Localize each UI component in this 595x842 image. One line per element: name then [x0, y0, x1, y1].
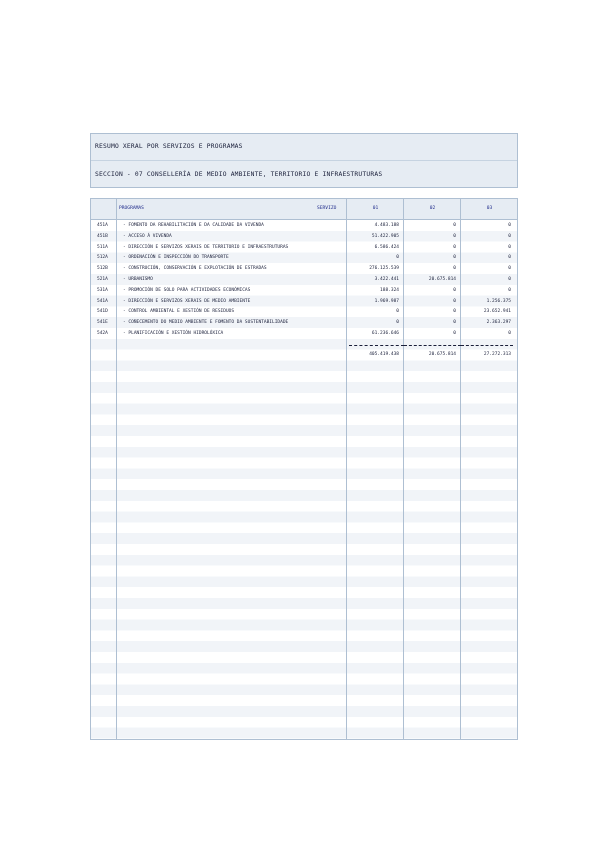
value-02: 0: [453, 298, 456, 304]
value-02: 0: [453, 233, 456, 239]
value-03: 0: [508, 233, 511, 239]
table-row: [91, 264, 517, 275]
value-01: 0: [396, 309, 399, 315]
table-row: [91, 221, 517, 232]
value-03: 0: [508, 266, 511, 272]
value-02: 0: [453, 287, 456, 293]
table-row: [91, 307, 517, 318]
summary-table: [90, 198, 518, 740]
value-03: 0: [508, 330, 511, 336]
program-code: 511A: [97, 244, 108, 250]
program-name: - ACCESO Á VIVENDA: [123, 233, 172, 239]
value-01: 51.422.905: [371, 233, 399, 239]
table-row: [91, 286, 517, 297]
value-03: 0: [508, 255, 511, 261]
program-code: 542A: [97, 330, 108, 336]
table-row: [91, 243, 517, 254]
value-01: 0: [396, 320, 399, 326]
value-01: 6.586.424: [374, 244, 399, 250]
table-header: [91, 199, 517, 220]
value-03: 0: [508, 223, 511, 228]
value-02: 0: [453, 255, 456, 261]
program-name: - URBANISMO: [123, 276, 153, 282]
program-name: - CONTROL AMBIENTAL E XESTIÓN DE RESIDUOS: [123, 309, 235, 315]
value-02: 0: [453, 320, 456, 326]
total-rule-03: [461, 345, 513, 346]
value-01: 1.969.987: [374, 298, 399, 304]
section-title: SECCION - 07 CONSELLERÍA DE MEDIO AMBIENTE, TERRITORIO E INFRAESTRUTURAS: [95, 171, 383, 178]
table-row: [91, 275, 517, 286]
program-name: - DIRECCIÓN E SERVIZOS XERAIS DE MEDIO AMBIENTE: [123, 298, 251, 304]
program-name: - FOMENTO DA REHABILITACIÓN E DA CALIDADE DA VIVENDA: [123, 223, 264, 228]
value-03: 0: [508, 276, 511, 282]
value-01: 276.125.539: [369, 266, 399, 272]
header-col-01: 01: [372, 206, 379, 211]
value-02: 0: [453, 266, 456, 272]
value-03: 2.363.297: [486, 320, 511, 326]
header-programas: PROGRAMAS: [119, 206, 144, 211]
header-servizo: SERVIZO: [317, 206, 337, 211]
value-01: 3.422.441: [374, 276, 399, 282]
value-01: 61.236.646: [371, 330, 399, 336]
totals-row: [91, 350, 517, 360]
value-01: 4.483.188: [374, 223, 399, 228]
value-03: 23.652.941: [483, 309, 511, 315]
value-03: 1.256.375: [486, 298, 511, 304]
program-code: 521A: [97, 276, 108, 282]
value-02: 0: [453, 309, 456, 315]
program-name: - PLANIFICACIÓN E XESTIÓN HIDROLÓXICA: [123, 330, 224, 336]
header-col-02: 02: [429, 206, 436, 211]
program-code: 531A: [97, 287, 108, 293]
value-03: 0: [508, 244, 511, 250]
value-02: 20.675.814: [428, 276, 456, 282]
table-row: [91, 253, 517, 264]
total-rule-02: [404, 345, 461, 346]
program-code: 512B: [97, 266, 108, 272]
program-code: 541D: [97, 309, 108, 315]
program-code: 541E: [97, 320, 108, 326]
total-02: 20.675.814: [428, 352, 456, 357]
program-name: - PROMOCIÓN DE SOLO PARA ACTIVIDADES ECONÓMICAS: [123, 287, 251, 293]
table-body: [91, 221, 517, 340]
table-row: [91, 297, 517, 308]
program-name: - COÑECEMENTO DO MEDIO AMBIENTE E FOMENTO DA SUSTENTABILIDADE: [123, 320, 289, 326]
program-code: 541A: [97, 298, 108, 304]
header-col-03: 03: [486, 206, 493, 211]
header-divider: [91, 160, 517, 161]
program-code: 512A: [97, 255, 108, 261]
value-03: 0: [508, 287, 511, 293]
value-02: 0: [453, 244, 456, 250]
value-02: 0: [453, 223, 456, 228]
program-name: - ORDENACIÓN E INSPECCIÓN DO TRANSPORTE: [123, 255, 229, 261]
total-rule-01: [349, 345, 404, 346]
value-02: 0: [453, 330, 456, 336]
total-03: 27.272.313: [483, 352, 511, 357]
report-title: RESUMO XERAL POR SERVIZOS E PROGRAMAS: [95, 143, 243, 150]
value-01: 0: [396, 255, 399, 261]
table-row: [91, 329, 517, 340]
value-01: 188.324: [380, 287, 399, 293]
program-code: 451B: [97, 233, 108, 239]
table-row: [91, 318, 517, 329]
program-code: 451A: [97, 223, 108, 228]
program-name: - DIRECCIÓN E SERVIZOS XERAIS DE TERRITORIO E INFRAESTRUTURAS: [123, 244, 289, 250]
program-name: - CONSTRUCIÓN, CONSERVACIÓN E EXPLOTACIÓN DE ESTRADAS: [123, 266, 267, 272]
report-header: [90, 133, 518, 188]
total-01: 405.419.438: [369, 352, 399, 357]
table-row: [91, 232, 517, 243]
